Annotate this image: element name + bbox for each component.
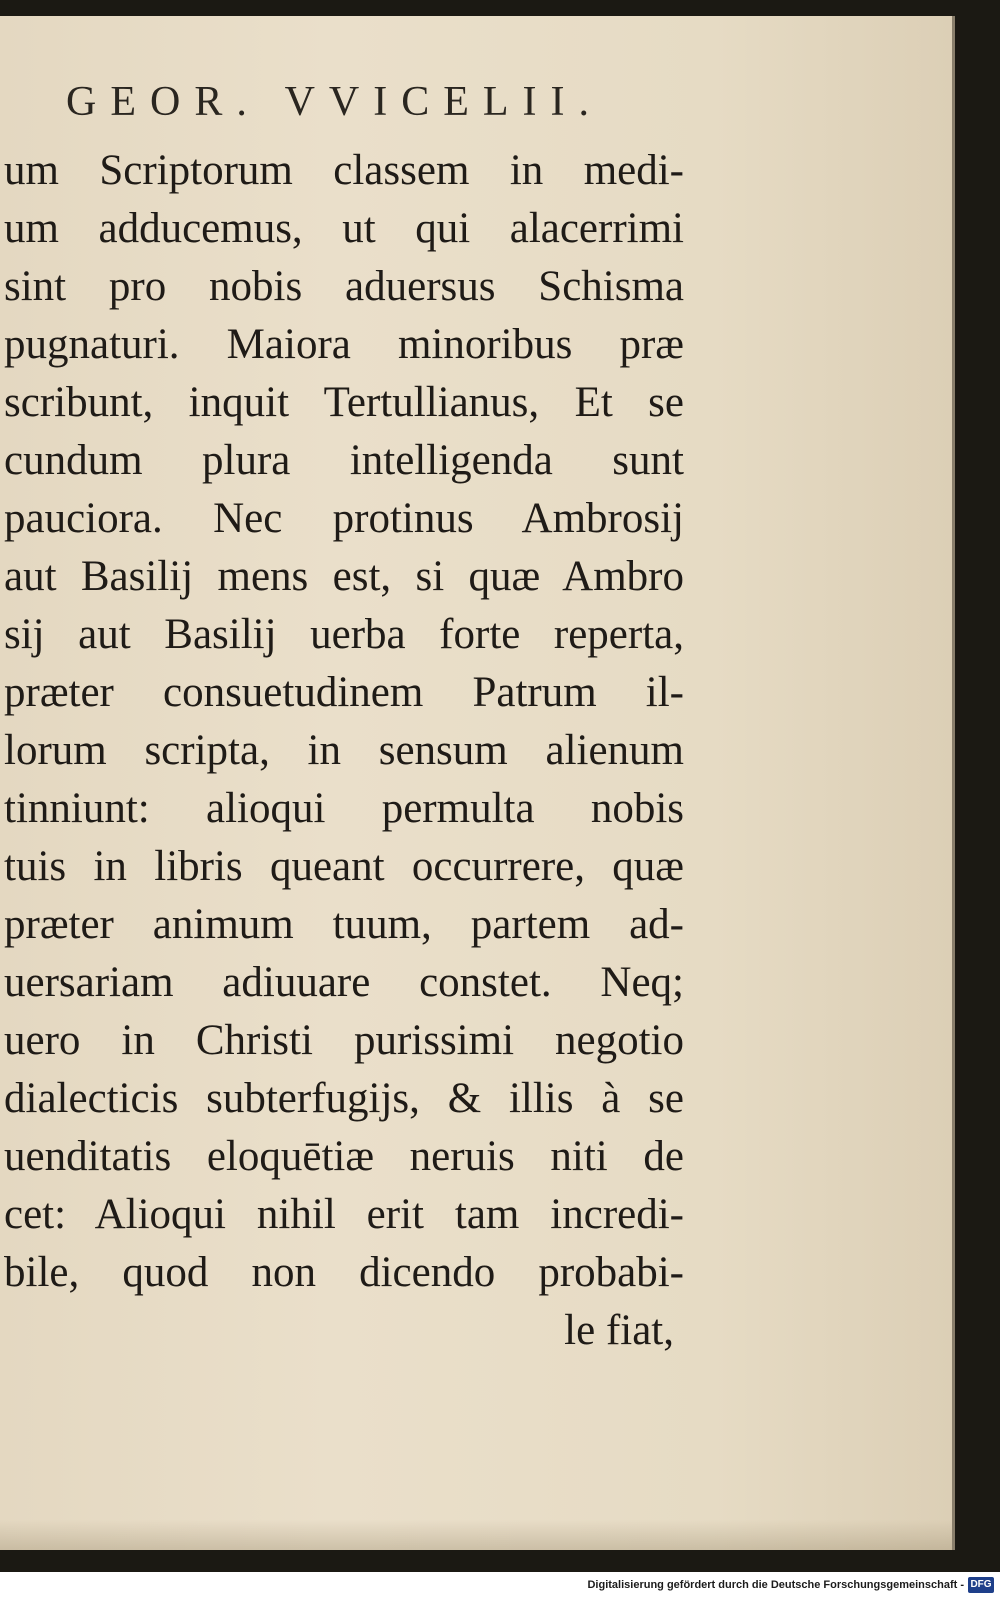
catchword: le fiat,	[564, 1307, 674, 1354]
text-line: uersariam adiuuare constet. Neq;	[4, 959, 684, 1006]
text-line: sij aut Basilij uerba forte reperta,	[4, 611, 684, 658]
text-line: præter animum tuum, partem ad-	[4, 901, 684, 948]
text-line: sint pro nobis aduersus Schisma	[4, 263, 684, 310]
text-line: cundum plura intelligenda sunt	[4, 437, 684, 484]
text-line: lorum scripta, in sensum alienum	[4, 727, 684, 774]
text-line: pugnaturi. Maiora minoribus præ	[4, 321, 684, 368]
funding-credit: Digitalisierung gefördert durch die Deutsche Forschungsgemeinschaft -	[587, 1579, 964, 1591]
text-line: tuis in libris queant occurrere, quæ	[4, 843, 684, 890]
text-line: um adducemus, ut qui alacerrimi	[4, 205, 684, 252]
footer-bar	[0, 1572, 1000, 1601]
text-line: dialecticis subterfugijs, & illis à se	[4, 1075, 684, 1122]
running-head: GEOR. VVICELII.	[66, 79, 604, 125]
dfg-logo: DFG	[968, 1577, 994, 1593]
text-line: pauciora. Nec protinus Ambrosij	[4, 495, 684, 542]
text-line: aut Basilij mens est, si quæ Ambro	[4, 553, 684, 600]
text-line: um Scriptorum classem in medi-	[4, 147, 684, 194]
text-line: tinniunt: alioqui permulta nobis	[4, 785, 684, 832]
book-page	[0, 16, 955, 1550]
body-text	[4, 142, 684, 1360]
text-line: uero in Christi purissimi negotio	[4, 1017, 684, 1064]
text-line: uenditatis eloquētiæ neruis niti de	[4, 1133, 684, 1180]
text-line: scribunt, inquit Tertullianus, Et se	[4, 379, 684, 426]
text-line: bile, quod non dicendo probabi-	[4, 1249, 684, 1296]
text-line: cet: Alioqui nihil erit tam incredi-	[4, 1191, 684, 1238]
text-line: præter consuetudinem Patrum il-	[4, 669, 684, 716]
page-edge	[0, 1520, 952, 1550]
